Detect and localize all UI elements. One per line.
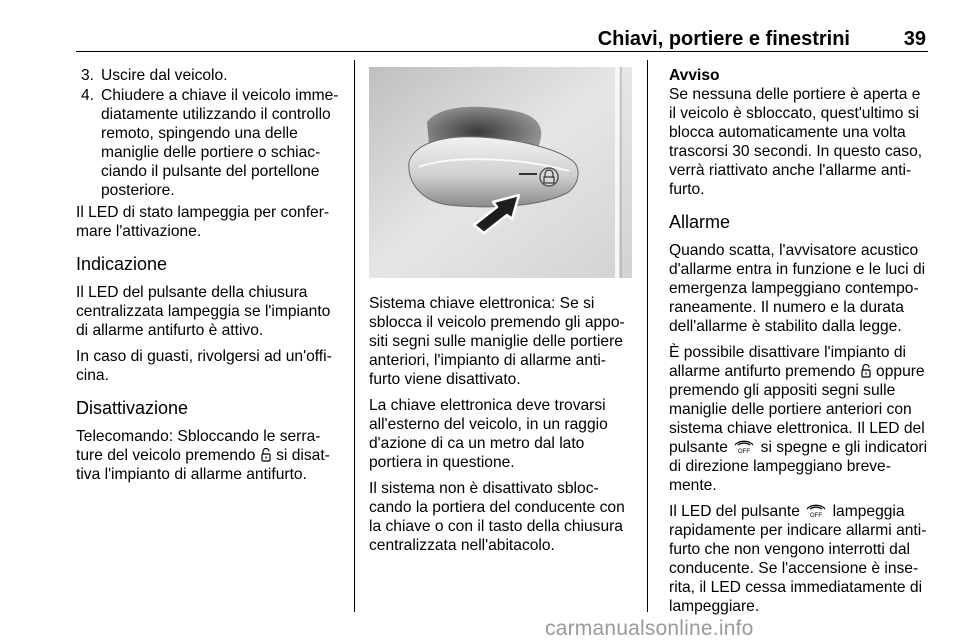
column-right xyxy=(669,66,928,623)
note-text: Se nessuna delle portiere è aperta e il veicolo è sbloccato, quest'ultimo si blocca automaticamente una volta trascorsi 30 secondi. In questo caso, verrà riattivato anche l'allarme anti-furto. xyxy=(669,86,923,198)
door-handle-photo xyxy=(369,67,632,278)
watermark: carmanualsonline.info xyxy=(545,617,754,640)
disattivazione-text: Telecomando: Sbloccando le serra-ture del veicolo premendo si disat-tiva l'impianto di allarme antifurto. xyxy=(76,428,330,483)
allarme-text-1: Quando scatta, l'avvisatore acustico d'allarme entra in funzione e le luci di emergenza lampeggiano contempo-raneamente. Il numero e la durata dell'allarme è stabilito dalla legge. xyxy=(669,242,926,335)
allarme-text-3: Il LED del pulsante OFF lampeggia rapidamente per indicare allarmi anti-furto che non vengono interrotti dal conducente. Se l'accensione è inse-rita, il LED cessa immediatamente di lampeggiare. xyxy=(669,503,927,615)
svg-text:OFF: OFF xyxy=(810,513,823,519)
keyless-text-2: La chiave elettronica deve trovarsi all'esterno del veicolo, in un raggio d'azione di ca un metro dal lato portiera in questione. xyxy=(369,397,608,471)
column-middle xyxy=(369,294,633,562)
column-divider-left xyxy=(354,60,355,612)
indicazione-text-1: Il LED del pulsante della chiusura centralizzata lampeggia se l'impianto di allarme antifurto è attivo. xyxy=(76,284,331,339)
column-left xyxy=(76,66,342,491)
page-number: 39 xyxy=(903,28,926,50)
list-item: 4. Chiudere a chiave il veicolo imme-diatamente utilizzando il controllo remoto, spingendo una delle maniglie delle portiere o schiac-ciando il pulsante del portellone posteriore. xyxy=(81,87,339,199)
svg-text:OFF: OFF xyxy=(738,449,751,455)
steps-list xyxy=(76,66,342,200)
page-header xyxy=(76,24,928,52)
keyless-text-3: Il sistema non è disattivato sbloc-cando la portiera del conducente con la chiave o con il tasto della chiusura centralizzata nell'abitacolo. xyxy=(369,480,625,554)
unlock-icon xyxy=(861,364,871,378)
heading-disattivazione: Disattivazione xyxy=(76,398,189,418)
heading-indicazione: Indicazione xyxy=(76,254,168,274)
list-item: 3. Uscire dal veicolo. xyxy=(81,67,228,84)
keyless-text-1: Sistema chiave elettronica: Se si sblocca il veicolo premendo gli appo-siti segni sulle maniglie delle portiere anteriori, l'impianto di allarme anti-furto viene disattivato. xyxy=(369,295,625,388)
heading-allarme: Allarme xyxy=(669,212,731,232)
led-status-text: Il LED di stato lampeggia per confer-mare l'attivazione. xyxy=(76,204,330,240)
column-divider-right xyxy=(647,60,648,612)
alarm-off-icon xyxy=(733,439,755,455)
indicazione-text-2: In caso di guasti, rivolgersi ad un'offi-cina. xyxy=(76,348,332,384)
allarme-text-2: È possibile disattivare l'impianto di allarme antifurto premendo oppure premendo gli appositi segni sulle maniglie delle portiere anteriori con sistema chiave elettronica. Il LED del pulsante OFF si spegne e gli indicatori di direzione lampeggiano breve-mente. xyxy=(669,344,928,494)
note-heading: Avviso xyxy=(669,67,720,84)
section-title: Chiavi, portiere e finestrini xyxy=(597,28,850,50)
door-handle-illustration xyxy=(369,67,632,278)
unlock-icon xyxy=(261,448,271,462)
alarm-off-icon xyxy=(805,503,827,519)
